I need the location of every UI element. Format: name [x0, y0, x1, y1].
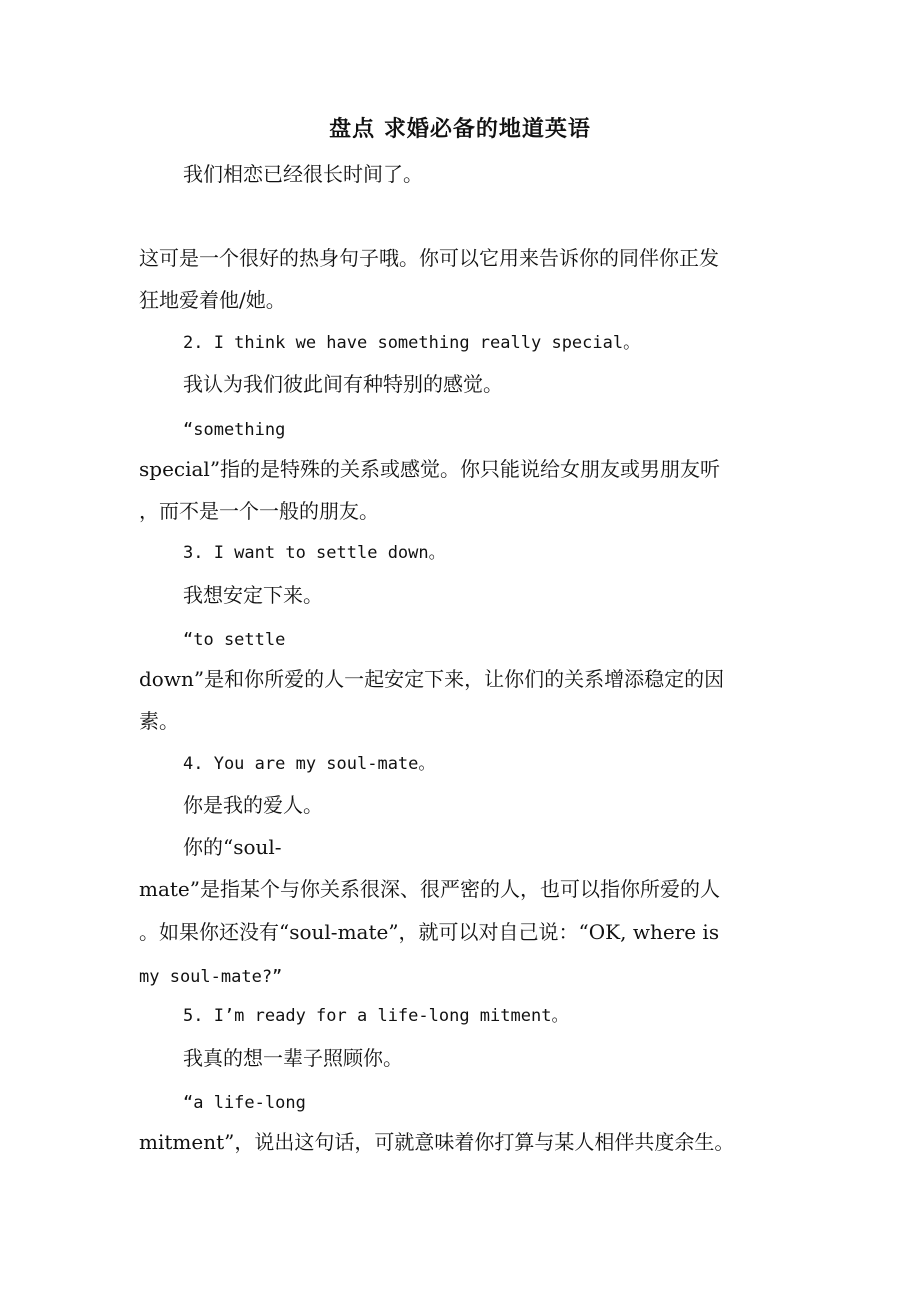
phrase-heading: 5. I’m ready for a life-long mitment。: [183, 1006, 569, 1026]
translation-line: 我真的想一辈子照顾你。: [183, 1046, 403, 1070]
paragraph-line: down”是和你所爱的人一起安定下来，让你们的关系增添稳定的因: [139, 667, 725, 691]
translation-line: 你是我的爱人。: [183, 793, 323, 817]
phrase-heading: 3. I want to settle down。: [183, 543, 446, 563]
paragraph-line: “to settle: [183, 630, 286, 650]
paragraph-line: 我们相恋已经很长时间了。: [183, 162, 423, 186]
paragraph-line: 这可是一个很好的热身句子哦。你可以它用来告诉你的同伴你正发: [139, 246, 719, 270]
paragraph-line: 你的“soul-: [183, 835, 282, 859]
paragraph-line: mate”是指某个与你关系很深、很严密的人，也可以指你所爱的人: [139, 877, 720, 901]
paragraph-line: 素。: [139, 709, 179, 733]
phrase-heading: 2. I think we have something really special。: [183, 333, 641, 353]
paragraph-line: 狂地爱着他/她。: [139, 288, 286, 312]
paragraph-line: ，而不是一个一般的朋友。: [139, 499, 379, 523]
paragraph-line: 。如果你还没有“soul-mate”，就可以对自己说：“OK, where is: [139, 920, 720, 944]
translation-line: 我认为我们彼此间有种特别的感觉。: [183, 372, 503, 396]
paragraph-line: “a life-long: [183, 1093, 306, 1113]
paragraph-line: my soul-mate?”: [139, 967, 283, 987]
document-title: 盘点 求婚必备的地道英语: [329, 116, 591, 142]
paragraph-line: mitment”，说出这句话，可就意味着你打算与某人相伴共度余生。: [139, 1130, 735, 1154]
paragraph-line: special”指的是特殊的关系或感觉。你只能说给女朋友或男朋友听: [139, 457, 721, 481]
paragraph-line: “something: [183, 420, 286, 440]
phrase-heading: 4. You are my soul-mate。: [183, 754, 436, 774]
translation-line: 我想安定下来。: [183, 583, 323, 607]
